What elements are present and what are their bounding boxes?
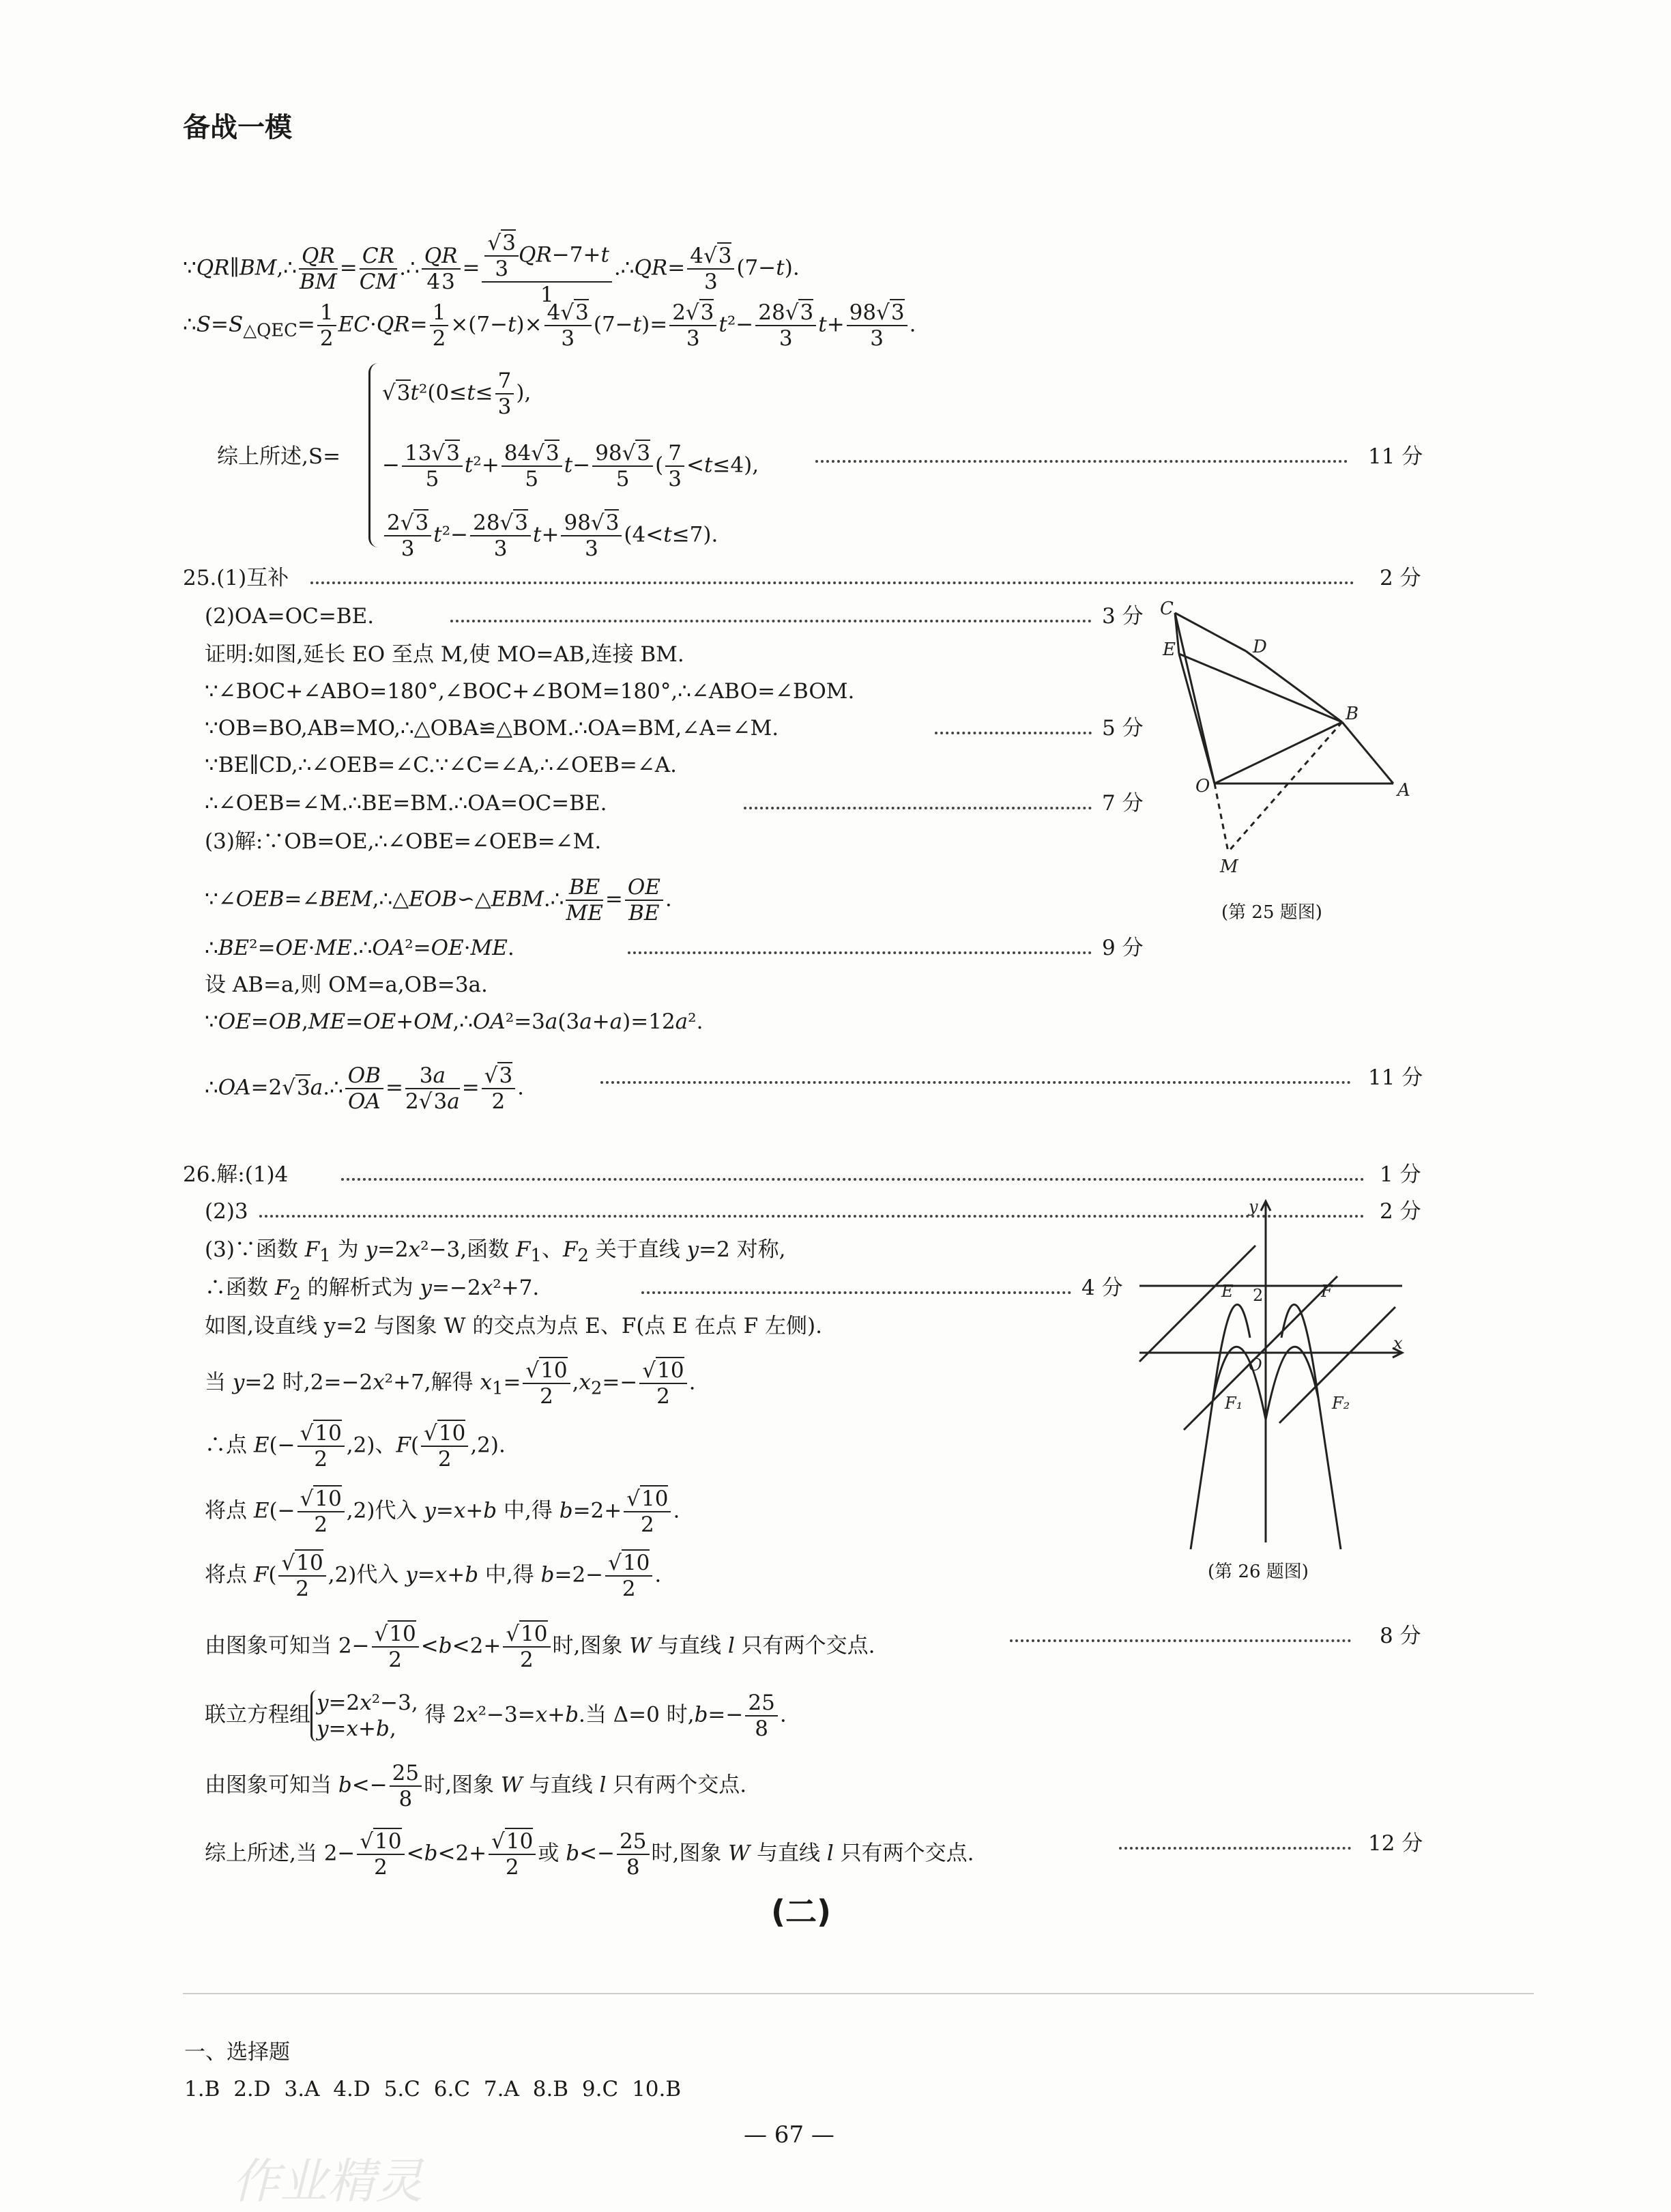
q26-line13: 综上所述,当 2− $\frac{√10}{2}$ <b<2+ $\frac{√10}{2}$ 或 b<− $\frac{25}{8}$ 时,图象 W 与直线 l 只有两个交点. — [205, 1829, 974, 1880]
q25-line2: (2)OA=OC=BE. — [205, 604, 375, 629]
label-B: B — [1346, 704, 1359, 724]
q26-line2: (2)3 — [205, 1199, 248, 1224]
sec1-case2: − $\frac{13√3}{5}$ t²+ $\frac{84√3}{5}$ t− $\frac{98√3}{5}$ ( $\frac{7}{3}$ <t≤4), — [382, 441, 759, 491]
q26-line12: 由图象可知当 b<− $\frac{25}{8}$ 时,图象 W 与直线 l 只有两个交点. — [205, 1761, 747, 1811]
label-E: E — [1221, 1282, 1234, 1301]
segment-DB — [1246, 651, 1342, 722]
q26-line7: ∴点 E(− $\frac{√10}{2}$ ,2)、F( $\frac{√10}{2}$ ,2). — [205, 1421, 506, 1471]
q26-line3: (3)∵函数 $F_1$ 为 y=2x²−3,函数 $F_1$、$F_2$ 关于直线 y=2 对称, — [205, 1237, 786, 1267]
score: 9 分 — [1102, 936, 1144, 960]
q25-line7: ∴∠OEB=∠M.∴BE=BM.∴OA=OC=BE. — [205, 791, 607, 816]
leader-dots — [815, 460, 1348, 463]
q26-line6: 当 y=2 时,2=−2x²+7,解得 $x_1=$ $\frac{√10}{2}$ $,x_2=-$ $\frac{√10}{2}$ . — [205, 1358, 696, 1409]
label-D: D — [1253, 637, 1267, 657]
line-through-E — [1139, 1246, 1255, 1362]
leader-dots — [628, 951, 1092, 954]
leader-dots — [310, 581, 1354, 584]
q25-line8: (3)解:∵OB=OE,∴∠OBE=∠OEB=∠M. — [205, 829, 602, 854]
figure-25-caption: (第 25 题图) — [1221, 902, 1322, 923]
q26-line10: 由图象可知当 2− $\frac{√10}{2}$ <b<2+ $\frac{√10}{2}$ 时,图象 W 与直线 l 只有两个交点. — [205, 1622, 875, 1672]
leader-dots — [341, 1178, 1365, 1181]
sec1-case1: √3t²(0≤t≤ $\frac{7}{3}$ ), — [382, 369, 532, 419]
label-F2: F₂ — [1332, 1394, 1350, 1413]
answer-list: 1.B 2.D 3.A 4.D 5.C 6.C 7.A 8.B 9.C 10.B — [184, 2077, 682, 2101]
segment-EB — [1179, 654, 1342, 722]
leader-dots — [641, 1291, 1071, 1294]
figure-25 — [1146, 594, 1419, 894]
leader-dots — [1119, 1847, 1351, 1850]
leader-dots — [600, 1081, 1351, 1084]
q25-line1: 25.(1)互补 — [183, 566, 289, 590]
q25-line11: 设 AB=a,则 OM=a,OB=3a. — [205, 973, 488, 997]
q25-line4: ∵∠BOC+∠ABO=180°,∠BOC+∠BOM=180°,∴∠ABO=∠BOM. — [205, 679, 855, 704]
score: 2 分 — [1380, 566, 1421, 590]
sec1-line1: ∵QR∥BM,∴ $\frac{QR}{BM}$ = $\frac{CR}{CM}$ .∴ $\frac{QR}{43}$ = $\frac{√3}{3}$ QR−7+t 1 .∴QR= $\frac{4√3}{3}$ (7−t). — [183, 231, 800, 307]
q26-line9: 将点 F( $\frac{√10}{2}$ ,2)代入 y=x+b 中,得 b=2− $\frac{√10}{2}$ . — [205, 1551, 662, 1601]
score: 11 分 — [1368, 1065, 1423, 1090]
q25-line9: ∵∠OEB=∠BEM,∴△EOB∽△EBM.∴ $\frac{BE}{ME}$ = $\frac{OE}{BE}$ . — [205, 875, 672, 925]
score: 2 分 — [1380, 1199, 1421, 1224]
q26-line11: 联立方程组 y=2x²−3, y=x+b, 得 2x²−3=x+b.当 Δ=0 时,b=− $\frac{25}{8}$ . — [205, 1691, 787, 1741]
page-header: 备战一模 — [183, 112, 292, 143]
leader-dots — [744, 807, 1092, 809]
figure-26-caption: (第 26 题图) — [1208, 1562, 1309, 1582]
leader-dots — [935, 732, 1092, 734]
score: 8 分 — [1380, 1624, 1421, 1648]
piecewise-brace — [368, 363, 379, 547]
label-A: A — [1397, 780, 1410, 801]
sec1-case3: $\frac{2√3}{3}$ t²− $\frac{28√3}{3}$ t+ $\frac{98√3}{3}$ (4<t≤7). — [382, 511, 718, 561]
segment-OM — [1215, 784, 1228, 852]
section-heading: 一、选择题 — [184, 2040, 290, 2065]
label-y: y — [1249, 1197, 1258, 1216]
q26-line4: ∴函数 $F_2$ 的解析式为 y=−2x²+7. — [205, 1276, 540, 1305]
segment-BA — [1342, 722, 1393, 784]
watermark: 作业精灵 — [232, 2153, 423, 2209]
label-O: O — [1249, 1355, 1262, 1375]
page-number: — 67 — — [744, 2121, 834, 2149]
label-x: x — [1393, 1334, 1403, 1353]
score: 5 分 — [1102, 716, 1144, 741]
divider — [183, 1993, 1534, 1994]
q25-line12: ∵OE=OB,ME=OE+OM,∴OA²=3a(3a+a)=12a². — [205, 1009, 703, 1034]
section-title: (二) — [771, 1893, 832, 1930]
q25-line6: ∵BE∥CD,∴∠OEB=∠C.∵∠C=∠A,∴∠OEB=∠A. — [205, 753, 678, 777]
figure-26 — [1133, 1194, 1419, 1549]
label-O: O — [1195, 776, 1210, 796]
score: 12 分 — [1368, 1831, 1423, 1856]
q26-line5: 如图,设直线 y=2 与图象 W 的交点为点 E、F(点 E 在点 F 左侧). — [205, 1314, 822, 1338]
label-2: 2 — [1253, 1286, 1264, 1305]
label-M: M — [1220, 857, 1238, 877]
score: 4 分 — [1081, 1276, 1123, 1300]
q25-line5: ∵OB=BO,AB=MO,∴△OBA≌△BOM.∴OA=BM,∠A=∠M. — [205, 716, 779, 741]
q25-line10: ∴BE²=OE·ME.∴OA²=OE·ME. — [205, 936, 514, 960]
sec1-prefix: 综上所述,S= — [217, 444, 341, 469]
q26-line1: 26.解:(1)4 — [183, 1162, 289, 1187]
score: 7 分 — [1102, 791, 1144, 816]
label-C: C — [1160, 599, 1174, 619]
score: 11 分 — [1368, 444, 1423, 469]
segment-BM — [1228, 722, 1342, 852]
score: 3 分 — [1102, 604, 1144, 629]
label-E: E — [1163, 640, 1176, 660]
leader-dots — [450, 620, 1092, 622]
segment-OB — [1215, 722, 1342, 784]
label-F1: F₁ — [1225, 1394, 1243, 1413]
leader-dots — [1010, 1639, 1351, 1642]
label-F: F — [1321, 1282, 1333, 1301]
sec1-line2: $\therefore S=S_{\triangle QEC}=$ $\frac{1}{2}$ EC·QR= $\frac{1}{2}$ ×(7−t)× $\frac{4√3}{3}$ (7−t)= $\frac{2√3}{3}$ t²− $\frac{28√3}{3}$ t+ $\frac{98√3}{3}$ . — [183, 300, 916, 351]
segment-CO — [1175, 613, 1215, 784]
q26-line8: 将点 E(− $\frac{√10}{2}$ ,2)代入 y=x+b 中,得 b=2+ $\frac{√10}{2}$ . — [205, 1486, 680, 1537]
q25-line3: 证明:如图,延长 EO 至点 M,使 MO=AB,连接 BM. — [205, 642, 684, 667]
score: 1 分 — [1380, 1162, 1421, 1187]
q25-line13: ∴OA=2√3a.∴ $\frac{OB}{OA}$ = $\frac{3a}{2√3a}$ = $\frac{√3}{2}$ . — [205, 1063, 525, 1114]
segment-CD — [1175, 613, 1246, 651]
